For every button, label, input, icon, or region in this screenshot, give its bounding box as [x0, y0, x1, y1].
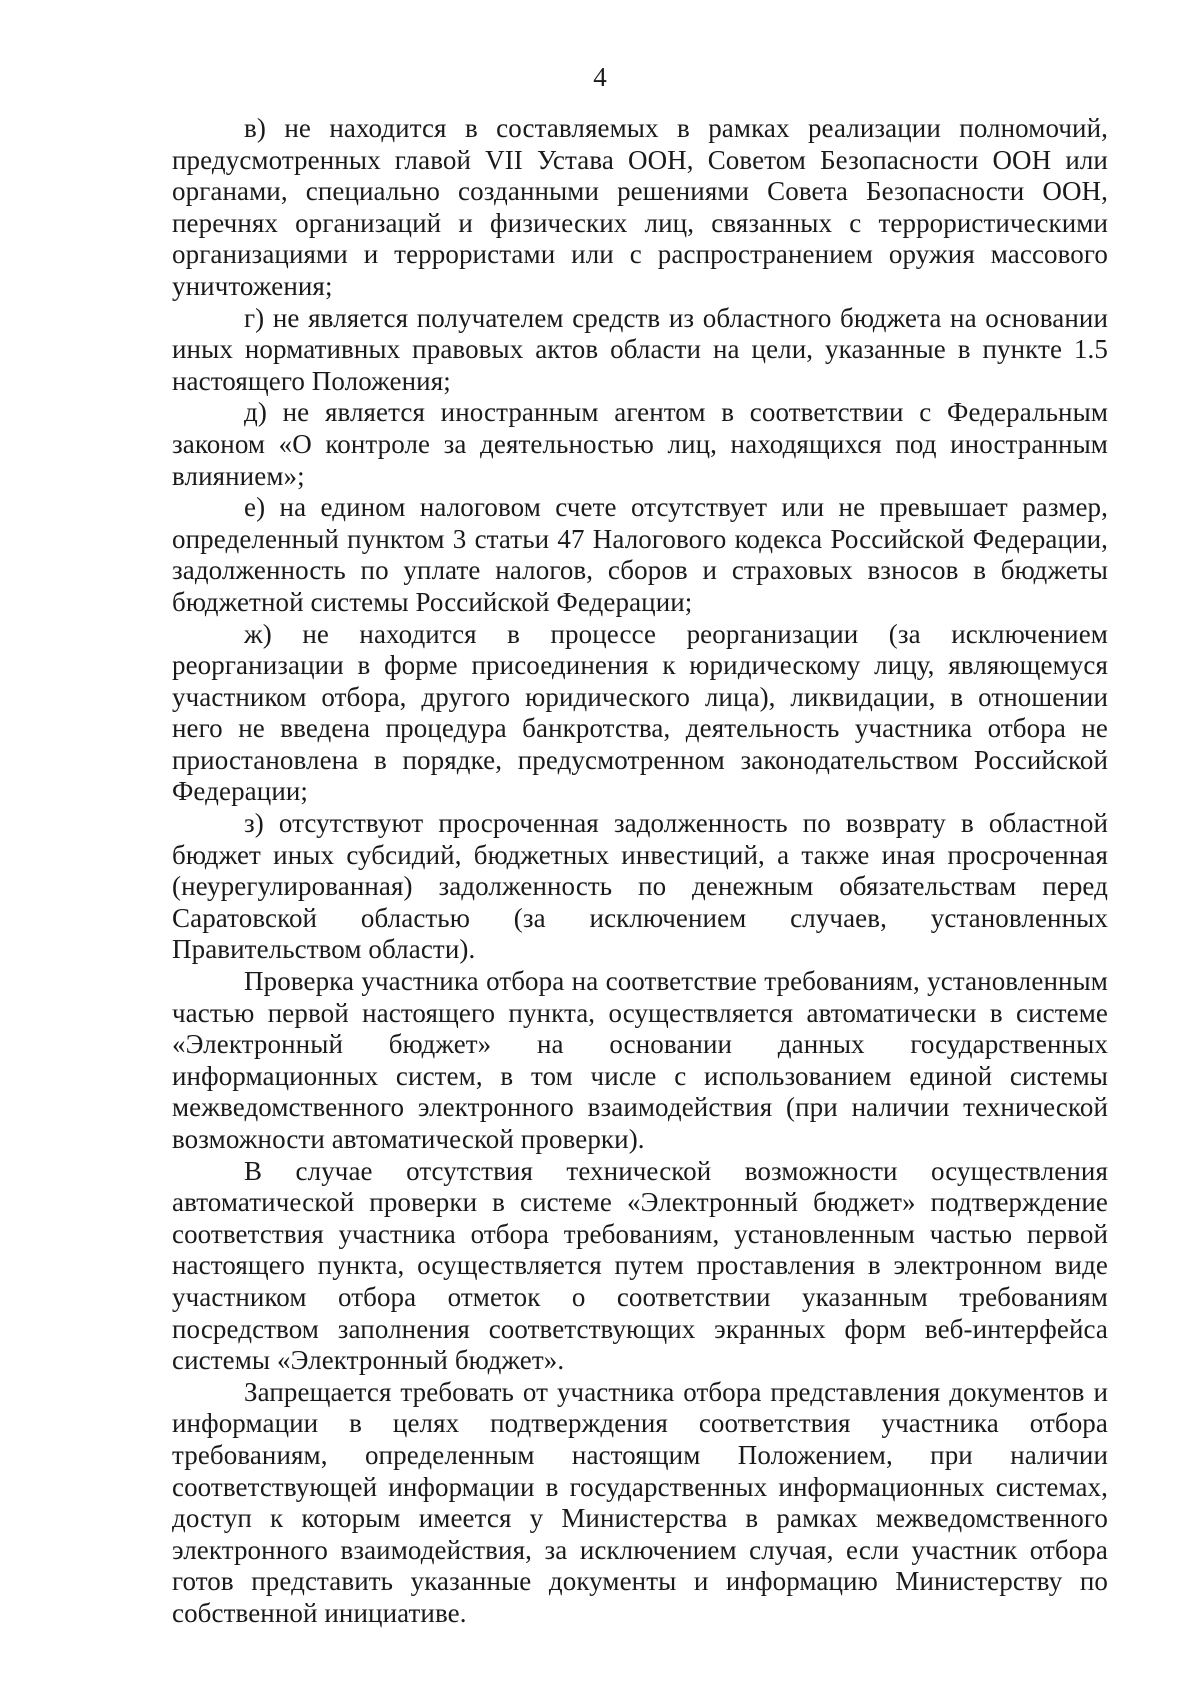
- paragraph-item-g: г) не является получателем средств из областного бюджета на основании иных нормативных правовых актов области на цели, указанные в пункте 1.5 настоящего Положения;: [172, 302, 1108, 396]
- paragraph-item-d: д) не является иностранным агентом в соответствии с Федеральным законом «О контроле за деятельностью лиц, находящихся под иностранным влиянием»;: [172, 397, 1108, 491]
- paragraph-item-e: е) на едином налоговом счете отсутствует или не превышает размер, определенный пунктом 3 статьи 47 Налогового кодекса Российской Федерации, задолженность по уплате налогов, сборов и страховых взносов в бюджеты бюджетной системы Российской Федерации;: [172, 492, 1108, 617]
- paragraph-item-zh: ж) не находится в процессе реорганизации (за исключением реорганизации в форме присоединения к юридическому лицу, являющемуся участником отбора, другого юридического лица), ликвидации, в отношении него не введена процедура банкротства, деятельность участника отбора не приостановлена в порядке, предусмотренном законодательством Российской Федерации;: [172, 618, 1108, 807]
- page-number: 4: [593, 62, 607, 92]
- document-body: [172, 113, 1108, 1630]
- paragraph-item-z: з) отсутствуют просроченная задолженность по возврату в областной бюджет иных субсидий, бюджетных инвестиций, а также иная просроченная (неурегулированная) задолженность по денежным обязательствам перед Саратовской областью (за исключением случаев, установленных Правительством области).: [172, 808, 1108, 965]
- paragraph-automatic-check: Проверка участника отбора на соответствие требованиям, установленным частью первой настоящего пункта, осуществляется автоматически в системе «Электронный бюджет» на основании данных государственных информационных систем, в том числе с использованием единой системы межведомственного электронного взаимодействия (при наличии технической возможности автоматической проверки).: [172, 966, 1108, 1154]
- paragraph-item-v: в) не находится в составляемых в рамках реализации полномочий, предусмотренных главой VII Устава ООН, Советом Безопасности ООН или органами, специально созданными решениями Совета Безопасности ООН, перечнях организаций и физических лиц, связанных с террористическими организациями и террористами или с распространением оружия массового уничтожения;: [172, 113, 1108, 301]
- paragraph-document-prohibition: Запрещается требовать от участника отбора представления документов и информации в целях подтверждения соответствия участника отбора требованиям, определенным настоящим Положением, при наличии соответствующей информации в государственных информационных системах, доступ к которым имеется у Министерства в рамках межведомственного электронного взаимодействия, за исключением случая, если участник отбора готов представить указанные документы и информацию Министерству по собственной инициативе.: [172, 1376, 1108, 1628]
- paragraph-manual-confirmation: В случае отсутствия технической возможности осуществления автоматической проверки в системе «Электронный бюджет» подтверждение соответствия участника отбора требованиям, установленным частью первой настоящего пункта, осуществляется путем проставления в электронном виде участником отбора отметок о соответствии указанным требованиям посредством заполнения соответствующих экранных форм веб-интерфейса системы «Электронный бюджет».: [172, 1155, 1108, 1376]
